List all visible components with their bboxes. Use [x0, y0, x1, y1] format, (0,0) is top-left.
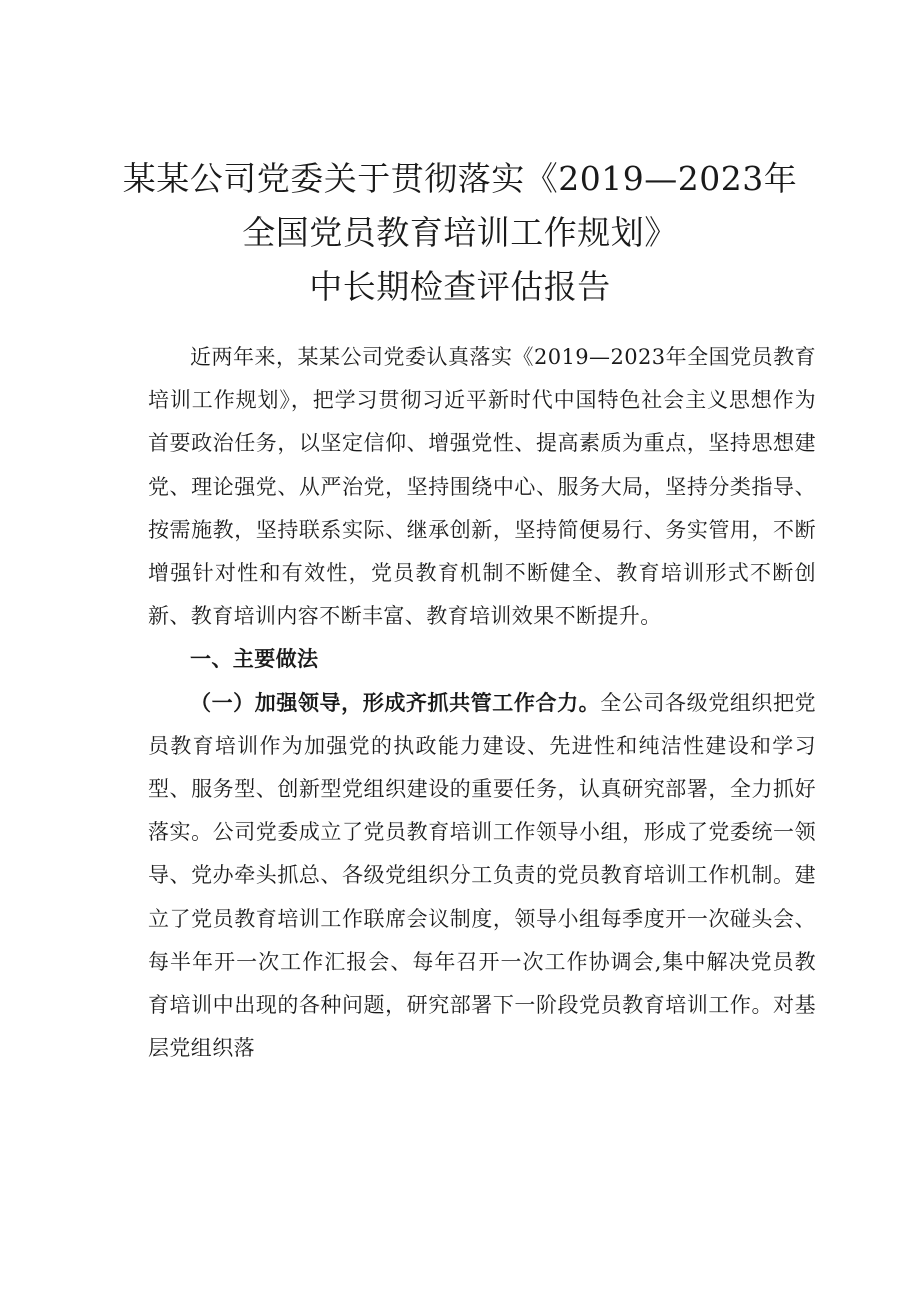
- intro-paragraph: 近两年来，某某公司党委认真落实《2019—2023年全国党员教育培训工作规划》，把学习贯彻习近平新时代中国特色社会主义思想作为首要政治任务，以坚定信仰、增强党性、提高素质为重点，坚持思想建党、理论强党、从严治党，坚持围绕中心、服务大局，坚持分类指导、按需施教，坚持联系实际、继承创新，坚持简便易行、务实管用，不断增强针对性和有效性，党员教育机制不断健全、教育培训形式不断创新、教育培训内容不断丰富、教育培训效果不断提升。: [148, 345, 816, 629]
- document-title: [100, 152, 820, 314]
- document-body: [148, 336, 816, 1070]
- title-line-3: 中长期检查评估报告: [309, 267, 611, 306]
- subsection-text: 全公司各级党组织把党员教育培训作为加强党的执政能力建设、先进性和纯洁性建设和学习型、服务型、创新型党组织建设的重要任务，认真研究部署，全力抓好落实。公司党委成立了党员教育培训工作领导小组，形成了党委统一领导、党办牵头抓总、各级党组织分工负责的党员教育培训工作机制。建立了党员教育培训工作联席会议制度，领导小组每季度开一次碰头会、每半年开一次工作汇报会、每年召开一次工作协调会,集中解决党员教育培训中出现的各种问题，研究部署下一阶段党员教育培训工作。对基层党组织落: [148, 690, 816, 1061]
- subsection-paragraph: [148, 682, 816, 1071]
- subsection-heading: （一）加强领导，形成齐抓共管工作合力。: [190, 690, 601, 715]
- title-line-1: 某某公司党委关于贯彻落实《2019—2023年: [122, 159, 798, 198]
- section-heading: 一、主要做法: [190, 647, 319, 672]
- title-line-2: 全国党员教育培训工作规划》: [242, 213, 678, 252]
